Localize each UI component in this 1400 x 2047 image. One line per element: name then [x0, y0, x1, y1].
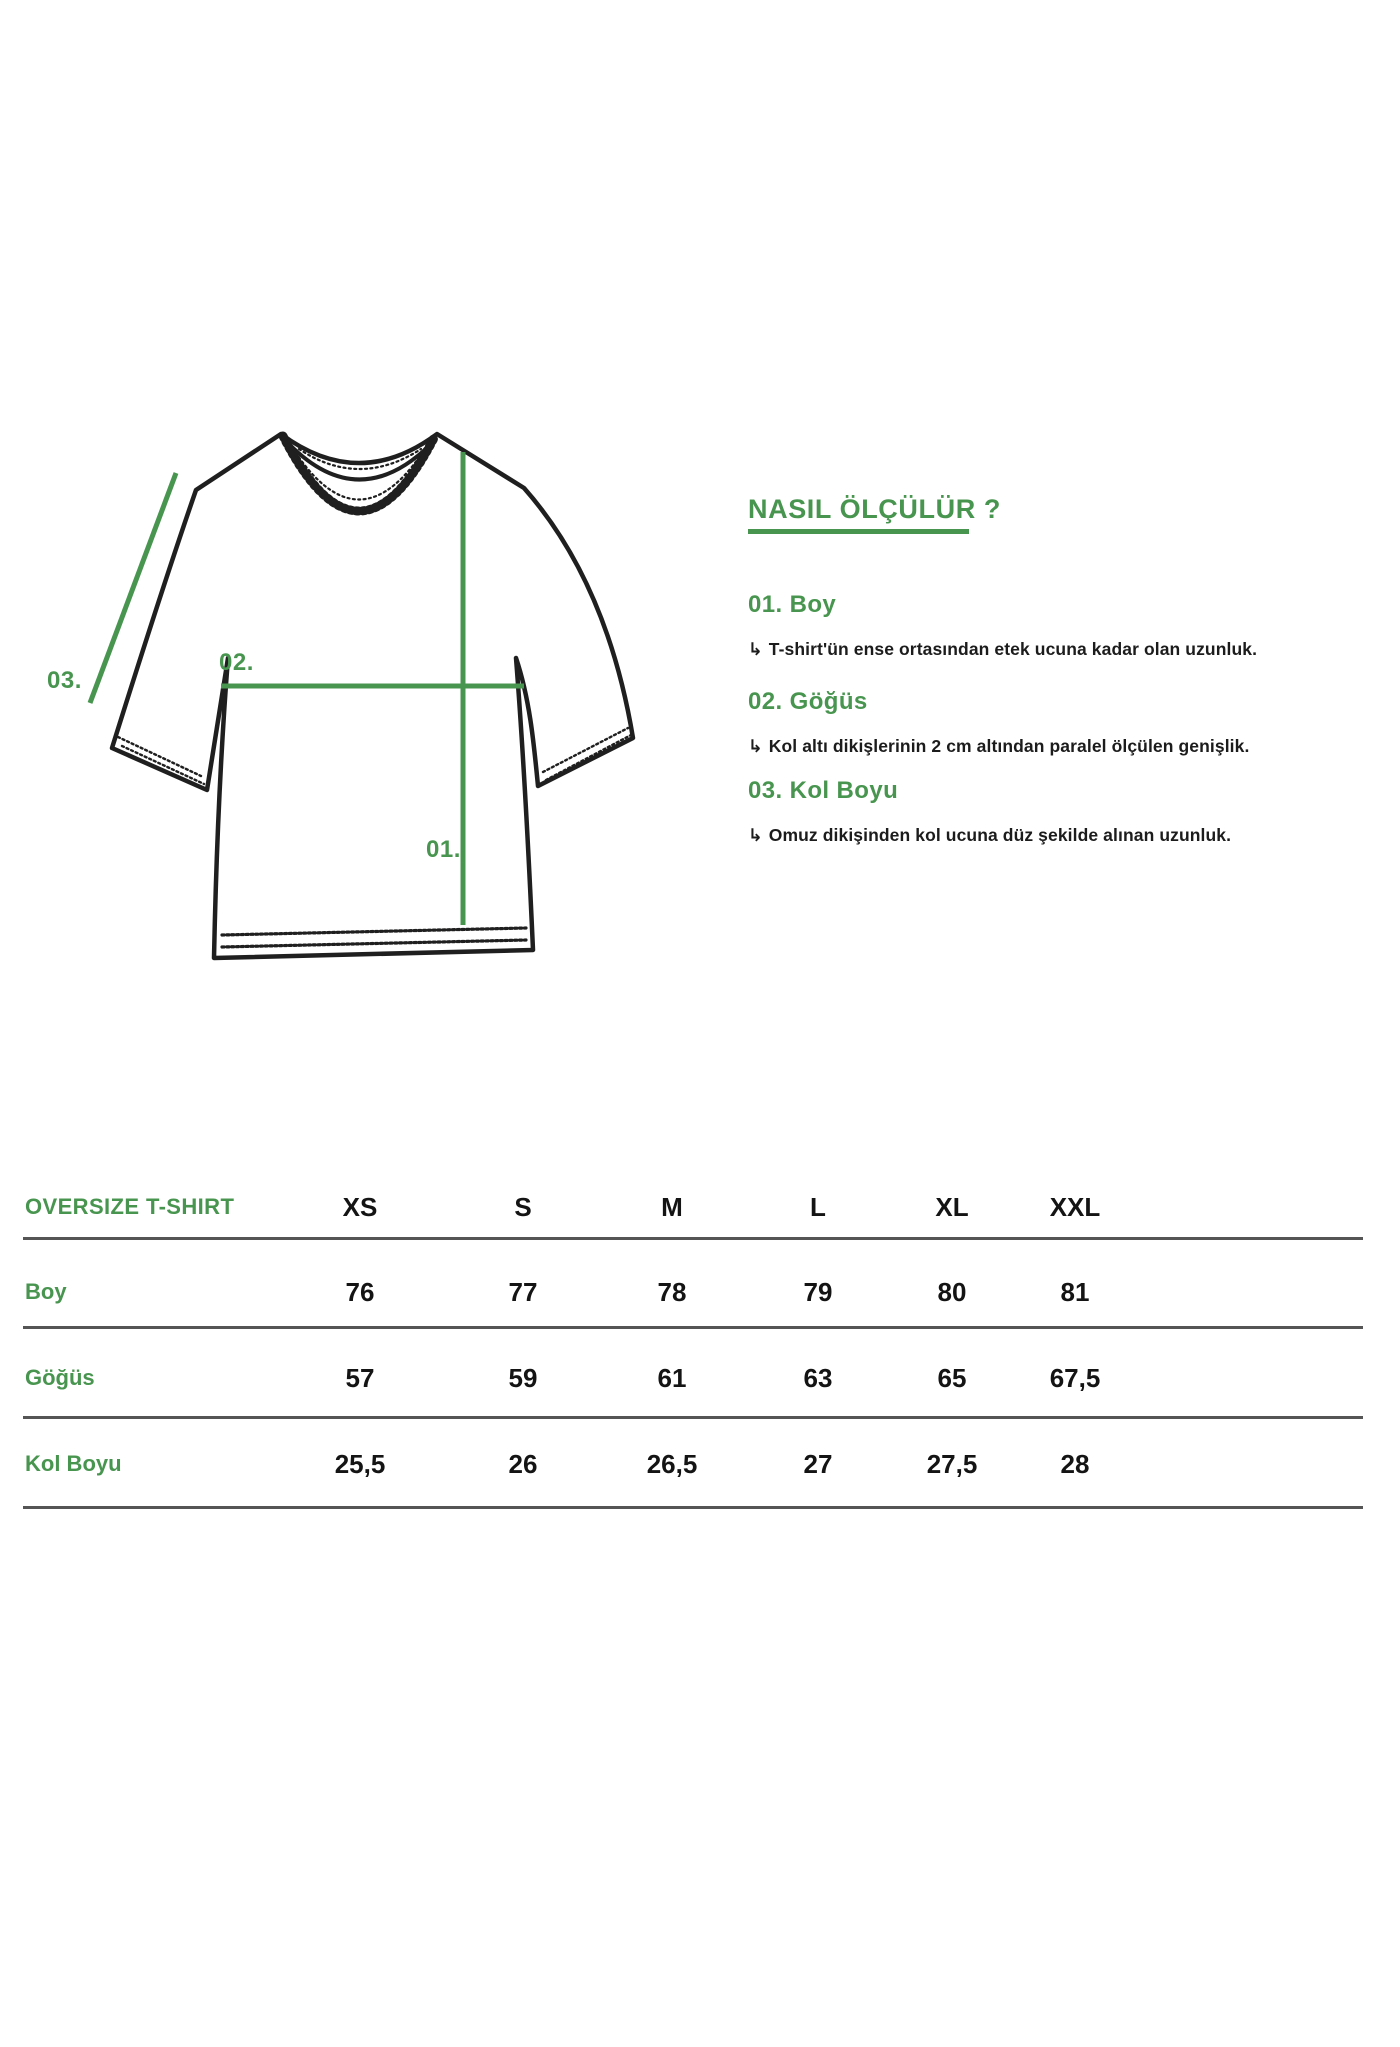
- size-table-title: OVERSIZE T-SHIRT: [25, 1194, 235, 1219]
- size-header-m: M: [661, 1192, 683, 1222]
- size-header-l: L: [810, 1192, 826, 1222]
- table-cell: 65: [937, 1363, 967, 1393]
- row-label-boy: Boy: [25, 1279, 67, 1304]
- table-divider: [23, 1326, 1363, 1329]
- diagram-label-01: 01.: [426, 836, 461, 863]
- table-cell: 28: [1060, 1449, 1090, 1479]
- table-cell: 26: [508, 1449, 538, 1479]
- table-cell: 81: [1060, 1277, 1090, 1307]
- measure-item-description-text: T-shirt'ün ense ortasından etek ucuna kadar olan uzunluk.: [768, 639, 1258, 659]
- measure-item-kol-boyu: [748, 777, 1231, 846]
- size-header-s: S: [514, 1192, 532, 1222]
- measure-item-heading: 02. Göğüs: [748, 688, 868, 715]
- table-cell: 27,5: [926, 1449, 978, 1479]
- table-cell: 27: [803, 1449, 833, 1479]
- return-arrow-icon: ↳: [748, 825, 763, 845]
- table-cell: 25,5: [334, 1449, 386, 1479]
- measure-item-description-text: Omuz dikişinden kol ucuna düz şekilde alınan uzunluk.: [768, 825, 1232, 845]
- return-arrow-icon: ↳: [748, 639, 763, 659]
- table-cell: 67,5: [1049, 1363, 1101, 1393]
- table-divider: [23, 1237, 1363, 1240]
- table-cell: 78: [657, 1277, 687, 1307]
- measure-item-gogus: [748, 688, 1249, 757]
- measure-item-description: [748, 736, 1249, 757]
- measure-item-heading: 03. Kol Boyu: [748, 777, 899, 804]
- table-divider: [23, 1506, 1363, 1509]
- measure-item-description: [748, 639, 1257, 660]
- table-cell: 76: [345, 1277, 375, 1307]
- diagram-label-03: 03.: [47, 667, 82, 694]
- table-cell: 57: [345, 1363, 375, 1393]
- table-cell: 63: [803, 1363, 833, 1393]
- row-label-gogus: Göğüs: [25, 1365, 95, 1390]
- diagram-label-02: 02.: [219, 649, 254, 676]
- measure-item-description: [748, 825, 1231, 846]
- tshirt-diagram-svg: [0, 0, 700, 1000]
- title-underline: [748, 529, 969, 534]
- size-header-xl: XL: [935, 1192, 969, 1222]
- how-to-measure-title: NASIL ÖLÇÜLÜR ?: [748, 494, 1001, 524]
- table-cell: 77: [508, 1277, 538, 1307]
- table-divider: [23, 1416, 1363, 1419]
- measure-item-description-text: Kol altı dikişlerinin 2 cm altından paralel ölçülen genişlik.: [768, 736, 1250, 756]
- return-arrow-icon: ↳: [748, 736, 763, 756]
- table-cell: 26,5: [646, 1449, 698, 1479]
- size-header-xxl: XXL: [1049, 1192, 1101, 1222]
- size-header-xs: XS: [342, 1192, 378, 1222]
- table-cell: 61: [657, 1363, 687, 1393]
- tshirt-diagram: [0, 0, 700, 1000]
- table-cell: 59: [508, 1363, 538, 1393]
- table-cell: 80: [937, 1277, 967, 1307]
- table-cell: 79: [803, 1277, 833, 1307]
- measure-item-heading: 01. Boy: [748, 591, 837, 618]
- measure-item-boy: [748, 591, 1257, 660]
- row-label-kol-boyu: Kol Boyu: [25, 1451, 122, 1476]
